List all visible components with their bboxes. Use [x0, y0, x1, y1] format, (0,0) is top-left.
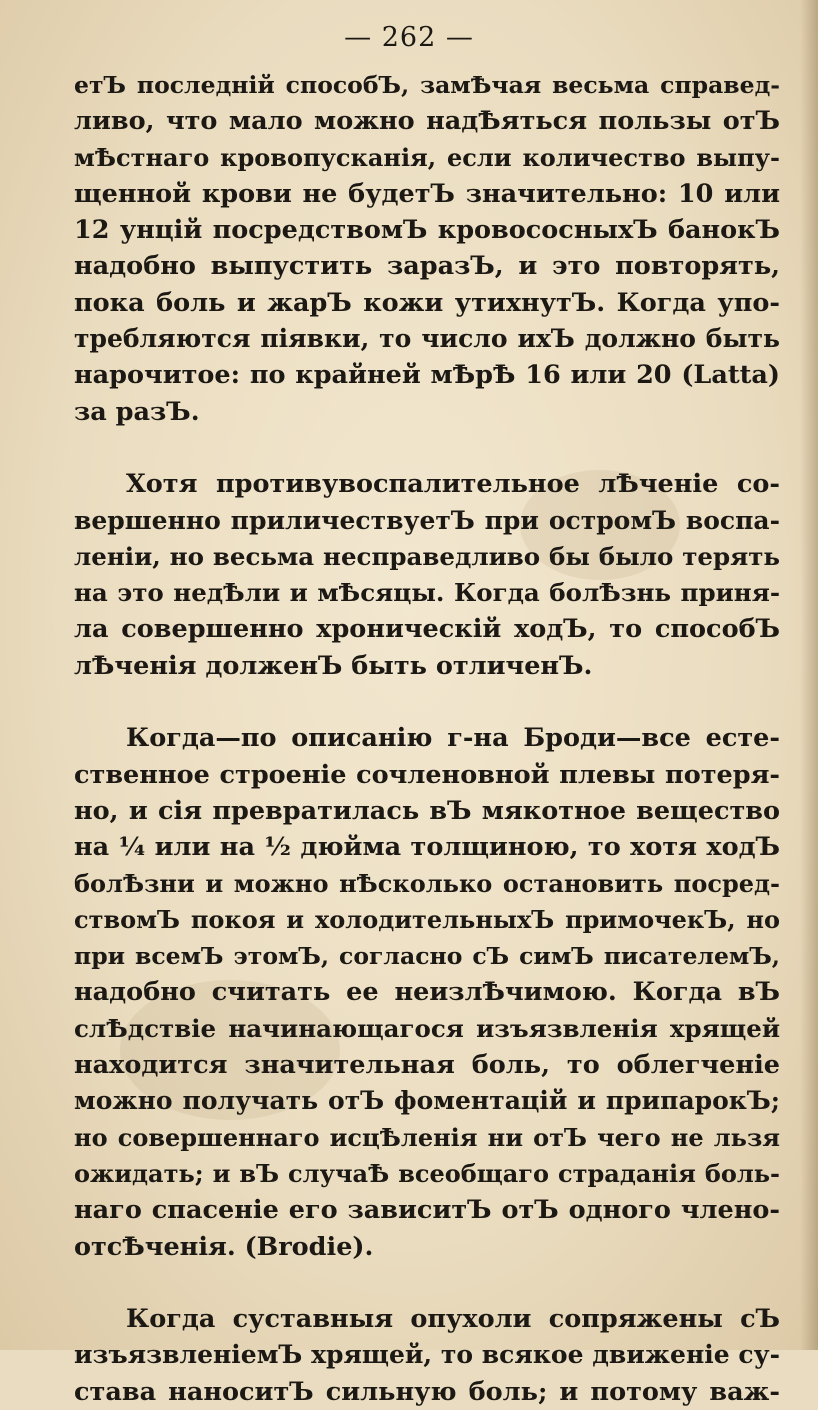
text-line: Когда суставныя опухоли сопряжены сЪ	[126, 1304, 780, 1335]
text-line: мѢстнаго кровопусканія, если количество выпу-	[74, 142, 780, 172]
text-line: слѢдствіе начинающагося изъязвленія хрящей	[74, 1013, 780, 1043]
text-line: пока боль и жарЪ кожи утихнутЪ. Когда упо-	[74, 287, 780, 318]
body-text	[74, 67, 780, 1410]
paragraph	[74, 720, 780, 1264]
text-line: ствомЪ покоя и холодительныхЪ примочекЪ, но	[74, 904, 780, 934]
text-line: ственное строеніе сочленовной плевы потеря-	[74, 759, 780, 790]
text-line: Хотя противувоспалительное лѢченіе со-	[126, 469, 780, 500]
paragraph-gap	[74, 430, 780, 466]
text-line: ла совершенно хроническій ходЪ, то способЪ	[74, 614, 780, 645]
text-line: отсѢченія. (Brodie).	[74, 1231, 374, 1262]
paragraph	[74, 67, 780, 430]
paragraph	[74, 466, 780, 684]
paragraph-gap	[74, 684, 780, 720]
text-line: вершенно приличествуетЪ при остромЪ воспа-	[74, 505, 780, 535]
text-line: можно получать отЪ фоментацій и припарокЪ;	[74, 1086, 780, 1116]
text-line: на ¼ или на ½ дюйма толщиною, то хотя ходЪ	[74, 832, 780, 863]
text-line: надобно считать ее неизлѢчимою. Когда вЪ	[74, 977, 780, 1008]
page-number: — 262 —	[344, 22, 474, 53]
text-line: става наноситЪ сильную боль; и потому важ-	[74, 1376, 780, 1407]
text-line: изъязвленіемЪ хрящей, то всякое движеніе су-	[74, 1340, 780, 1370]
page-edge-shadow	[800, 0, 818, 1350]
text-line: лѢченія долженЪ быть отличенЪ.	[74, 650, 593, 681]
text-line: леніи, но весьма несправедливо бы было терять	[74, 541, 780, 571]
text-line: но, и сія превратилась вЪ мякотное вещество	[74, 795, 780, 826]
text-line: Когда—по описанію г-на Броди—все есте-	[126, 723, 780, 754]
text-line: 12 унцій посредствомЪ кровососныхЪ банокЪ	[74, 215, 780, 246]
text-line: на это недѢли и мѢсяцы. Когда болѢзнь приня-	[74, 578, 780, 608]
text-line: но совершеннаго исцѢленія ни отЪ чего не льзя	[74, 1122, 780, 1152]
text-line: нарочитое: по крайней мѢрѢ 16 или 20 (Latta)	[74, 360, 780, 391]
text-line: щенной крови не будетЪ значительно: 10 или	[74, 178, 780, 209]
text-line: ожидать; и вЪ случаѢ всеобщаго страданія боль-	[74, 1158, 780, 1188]
text-line: за разЪ.	[74, 396, 200, 427]
text-line: наго спасеніе его зависитЪ отЪ одного члено-	[74, 1195, 780, 1226]
text-line: ливо, что мало можно надѢяться пользы отЪ	[74, 106, 780, 137]
text-line: болѢзни и можно нѢсколько остановить посред-	[74, 868, 780, 898]
paragraph	[74, 1301, 780, 1410]
text-line: находится значительная боль, то облегченіе	[74, 1050, 780, 1081]
text-line: надобно выпустить заразЪ, и это повторять,	[74, 251, 780, 282]
text-line: требляются піявки, то число ихЪ должно быть	[74, 324, 780, 354]
text-line: етЪ последній способЪ, замѢчая весьма справед-	[74, 71, 780, 99]
text-line: при всемЪ этомЪ, согласно сЪ симЪ писателемЪ,	[74, 942, 780, 971]
paragraph-gap	[74, 1265, 780, 1301]
